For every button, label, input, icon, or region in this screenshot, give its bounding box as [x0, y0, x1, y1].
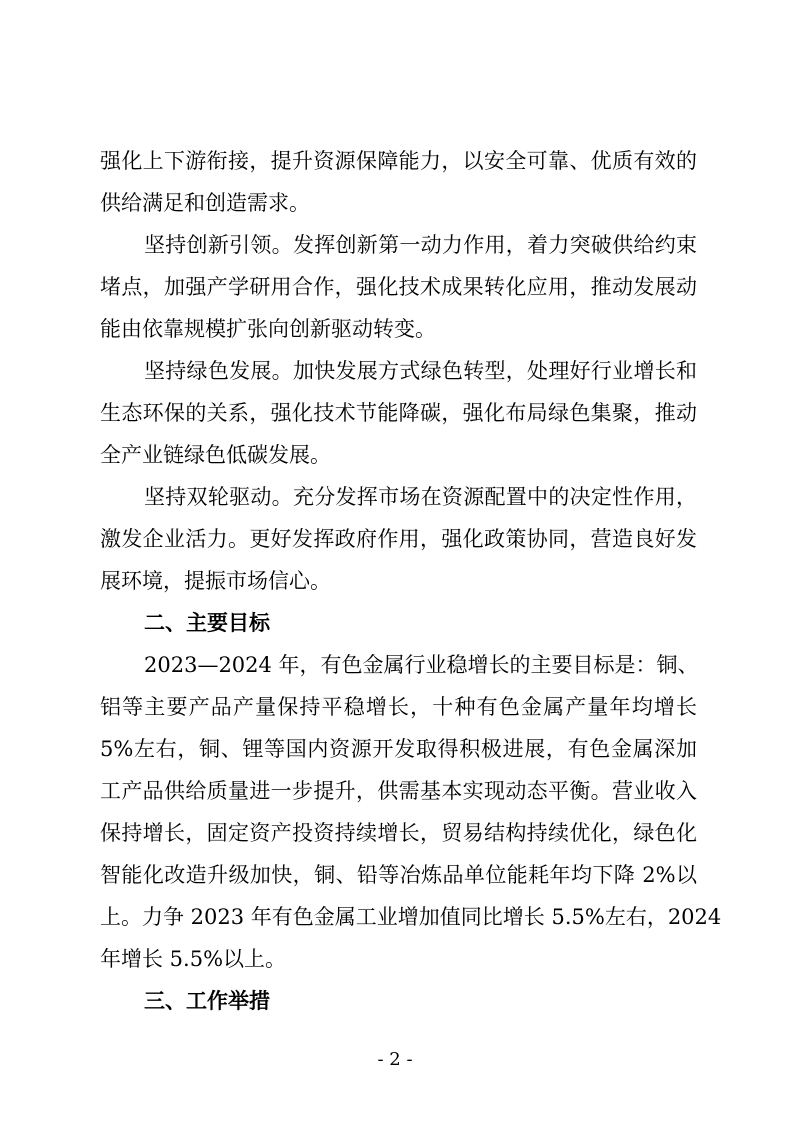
text-line: 工产品供给质量进一步提升，供需基本实现动态平衡。营业收入: [100, 779, 697, 803]
text-line: 全产业链绿色低碳发展。: [100, 443, 331, 467]
text-line: 坚持创新引领。发挥创新第一动力作用，着力突破供给约束: [144, 233, 697, 257]
text-line: 2023—2024 年，有色金属行业稳增长的主要目标是：铜、: [144, 653, 699, 677]
text-line: 能由依靠规模扩张向创新驱动转变。: [100, 317, 436, 341]
text-line: 保持增长，固定资产投资持续增长，贸易结构持续优化，绿色化: [100, 821, 697, 845]
page-number: - 2 -: [377, 1049, 413, 1070]
section-heading: 二、主要目标: [144, 611, 270, 635]
text-line: 上。力争 2023 年有色金属工业增加值同比增长 5.5%左右，2024: [100, 905, 722, 929]
section-heading: 三、工作举措: [144, 989, 270, 1013]
text-line: 年增长 5.5%以上。: [100, 947, 287, 971]
document-body: [100, 140, 722, 1022]
text-line: 生态环保的关系，强化技术节能降碳，强化布局绿色集聚，推动: [100, 401, 697, 425]
text-line: 坚持绿色发展。加快发展方式绿色转型，处理好行业增长和: [144, 359, 697, 383]
text-line: 铝等主要产品产量保持平稳增长，十种有色金属产量年均增长: [100, 695, 697, 719]
text-line: 强化上下游衔接，提升资源保障能力，以安全可靠、优质有效的: [100, 149, 697, 173]
text-line: 供给满足和创造需求。: [100, 191, 310, 215]
text-line: 5%左右，铜、锂等国内资源开发取得积极进展，有色金属深加: [100, 737, 697, 761]
text-line: 展环境，提振市场信心。: [100, 569, 331, 593]
text-line: 堵点，加强产学研用合作，强化技术成果转化应用，推动发展动: [100, 275, 697, 299]
text-line: 激发企业活力。更好发挥政府作用，强化政策协同，营造良好发: [100, 527, 697, 551]
text-line: 智能化改造升级加快，铜、铅等冶炼品单位能耗年均下降 2%以: [100, 863, 697, 887]
text-line: 坚持双轮驱动。充分发挥市场在资源配置中的决定性作用，: [144, 485, 697, 509]
